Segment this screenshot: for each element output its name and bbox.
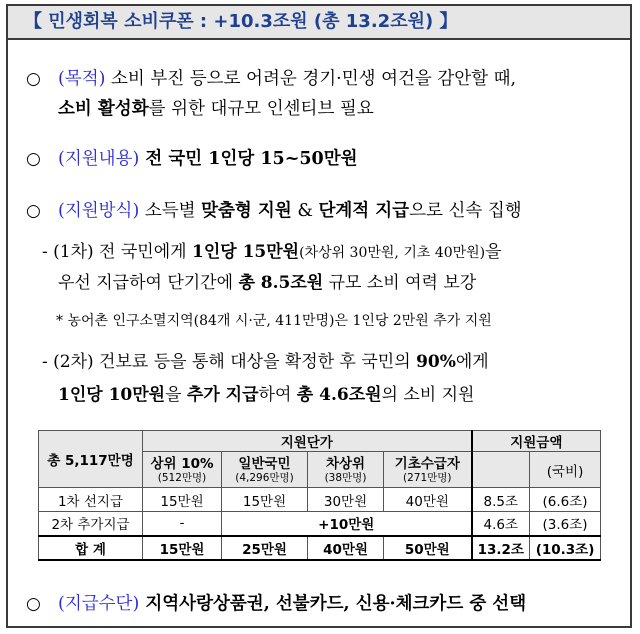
document-page: [6, 4, 632, 628]
cell: 15만원: [143, 488, 222, 512]
first-line2-post: 규모 소비 여력 보강: [323, 273, 477, 293]
national-header: (국비): [530, 452, 601, 488]
category-near-poor: 차상위 (38만명): [308, 452, 384, 488]
content-text: 전 국민 1인당 15~50만원: [139, 149, 358, 169]
first-line2-pre: 우선 지급하여 단기간에: [58, 273, 239, 293]
means-label: (지급수단): [58, 594, 140, 614]
circle-bullet-icon: ○: [26, 594, 41, 614]
second-bold1: 1인당 10만원: [58, 385, 166, 405]
method-post: 으로 신속 집행: [409, 201, 522, 221]
method-pre: 소득별: [139, 201, 202, 221]
purpose-line2: [58, 94, 374, 124]
first-note: * 농어촌 인구소멸지역(84개 시·군, 411만명)은 1인당 2만원 추가 지원: [56, 313, 492, 329]
table-row: [39, 512, 601, 536]
cell: -: [143, 512, 222, 536]
method-label: (지원방식): [58, 201, 140, 221]
second-payment-line2: [58, 380, 474, 411]
national-cell: (6.6조): [530, 488, 601, 512]
second-post: 의 소비 지원: [381, 385, 475, 405]
row-label: 2차 추가지급: [39, 512, 143, 536]
method-bold2: 단계적 지급: [318, 201, 410, 221]
purpose-text: 소비 부진 등으로 어려운 경기·민생 여건을 감안할 때,: [105, 69, 517, 89]
section-title: 【 민생회복 소비쿠폰 : +10.3조원 (총 13.2조원) 】: [8, 4, 630, 40]
cell: 40만원: [384, 488, 472, 512]
first-paren: (차상위 30만원, 기초 40만원): [299, 245, 486, 261]
row-label: 합 계: [39, 536, 143, 560]
cell: 50만원: [384, 536, 472, 560]
first-bold: 1인당 15만원: [191, 242, 300, 262]
purpose-rest: 를 위한 대규모 인센티브 필요: [148, 99, 374, 119]
national-cell: (10.3조): [530, 536, 601, 560]
table-row: [39, 488, 601, 512]
first-payment-line1: [42, 237, 502, 269]
second-payment-line1: [42, 347, 489, 378]
cell: 25만원: [222, 536, 308, 560]
first-prefix: - (1차) 전 국민에게: [42, 242, 192, 262]
funding-table: [38, 430, 601, 561]
national-cell: (3.6조): [530, 512, 601, 536]
amount-cell: 8.5조: [472, 488, 530, 512]
category-basic: 기초수급자 (271만명): [384, 452, 472, 488]
circle-bullet-icon: ○: [26, 149, 41, 169]
purpose-label: (목적): [58, 69, 106, 89]
second-mid2: 하여: [258, 385, 297, 405]
amount-header: 지원금액: [472, 431, 601, 452]
merged-cell: +10만원: [222, 512, 472, 536]
category-general: 일반국민 (4,296만명): [222, 452, 308, 488]
category-top10: 상위 10% (512만명): [143, 452, 222, 488]
first-line2-bold: 총 8.5조원: [238, 273, 324, 293]
second-line1-post: 에게: [455, 352, 489, 372]
amount-cell: 13.2조: [472, 536, 530, 560]
first-suffix: 을: [485, 242, 502, 262]
second-mid: 을: [165, 385, 187, 405]
circle-bullet-icon: ○: [26, 69, 41, 89]
amount-cell: 4.6조: [472, 512, 530, 536]
row-label: 1차 선지급: [39, 488, 143, 512]
population-header: 총 5,117만명: [39, 431, 143, 488]
second-line1-pre: - (2차) 건보료 등을 통해 대상을 확정한 후 국민의: [42, 352, 417, 372]
cell: 15만원: [143, 536, 222, 560]
method-mid: &: [291, 201, 319, 221]
second-line1-bold: 90%: [416, 352, 456, 372]
bullet-method: [26, 196, 522, 226]
table-row-total: [39, 536, 601, 560]
content-label: (지원내용): [58, 149, 140, 169]
bullet-purpose: [26, 64, 516, 94]
means-text: 지역사랑상품권, 선불카드, 신용·체크카드 중 선택: [139, 594, 527, 614]
unit-header: 지원단가: [143, 431, 472, 452]
first-payment-line2: [58, 268, 476, 299]
purpose-bold: 소비 활성화: [58, 99, 149, 119]
circle-bullet-icon: ○: [26, 201, 41, 221]
amount-total-header: [472, 452, 530, 488]
second-bold3: 총 4.6조원: [296, 385, 382, 405]
second-bold2: 추가 지급: [186, 385, 259, 405]
cell: 15만원: [222, 488, 308, 512]
bullet-content: [26, 144, 358, 174]
bullet-means: [26, 589, 526, 619]
cell: 30만원: [308, 488, 384, 512]
method-bold1: 맞춤형 지원: [201, 201, 292, 221]
cell: 40만원: [308, 536, 384, 560]
